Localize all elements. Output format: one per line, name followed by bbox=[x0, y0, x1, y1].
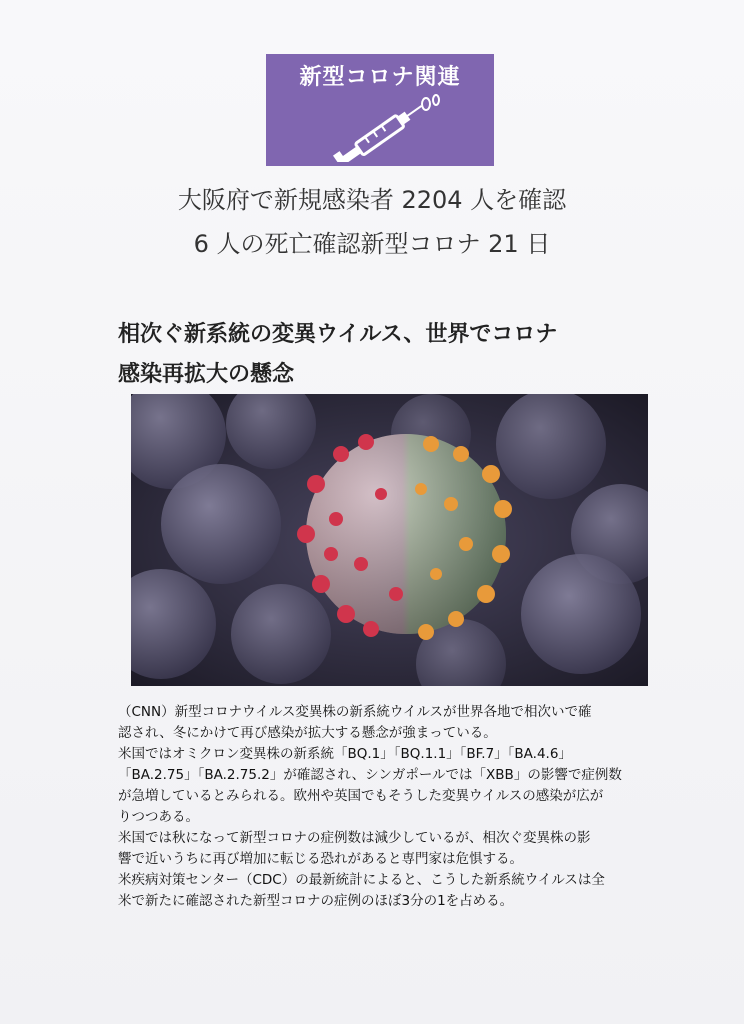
article-line: 認され、冬にかけて再び感染が拡大する懸念が強まっている。 bbox=[118, 725, 497, 741]
article-line: 響で近いうちに再び増加に転じる恐れがあると専門家は危惧する。 bbox=[118, 851, 523, 867]
article-line: 米疾病対策センター（CDC）の最新統計によると、こうした新系統ウイルスは全 bbox=[118, 872, 605, 888]
article-line: 米国ではオミクロン変異株の新系統「BQ.1」「BQ.1.1」「BF.7」「BA.4.6」 bbox=[118, 746, 572, 762]
coronavirus-image bbox=[131, 394, 648, 686]
article-line: 米国では秋になって新型コロナの症例数は減少しているが、相次ぐ変異株の影 bbox=[118, 830, 591, 846]
subheadline-line-2: 感染再拡大の懸念 bbox=[118, 362, 295, 387]
banner-label: 新型コロナ関連 bbox=[299, 65, 461, 90]
subheadline-line-1: 相次ぐ新系統の変異ウイルス、世界でコロナ bbox=[118, 322, 558, 347]
article-line: が急増しているとみられる。欧州や英国でもそうした変異ウイルスの感染が広が bbox=[118, 788, 604, 804]
syringe-icon bbox=[326, 92, 446, 162]
headline-line-1: 大阪府で新規感染者 2204 人を確認 bbox=[177, 186, 567, 214]
topic-banner bbox=[266, 54, 494, 166]
article-line: 「BA.2.75」「BA.2.75.2」が確認され、シンガポールでは「XBB」の影響で症例数 bbox=[118, 767, 622, 783]
coronavirus-illustration bbox=[131, 394, 648, 686]
article-line: りつつある。 bbox=[118, 809, 199, 825]
article-body bbox=[118, 702, 658, 912]
article-line: （CNN）新型コロナウイルス変異株の新系統ウイルスが世界各地で相次いで確 bbox=[118, 704, 592, 720]
headline-line-2: 6 人の死亡確認新型コロナ 21 日 bbox=[193, 230, 551, 258]
article-line: 米で新たに確認された新型コロナの症例のほぼ3分の1を占める。 bbox=[118, 893, 514, 909]
